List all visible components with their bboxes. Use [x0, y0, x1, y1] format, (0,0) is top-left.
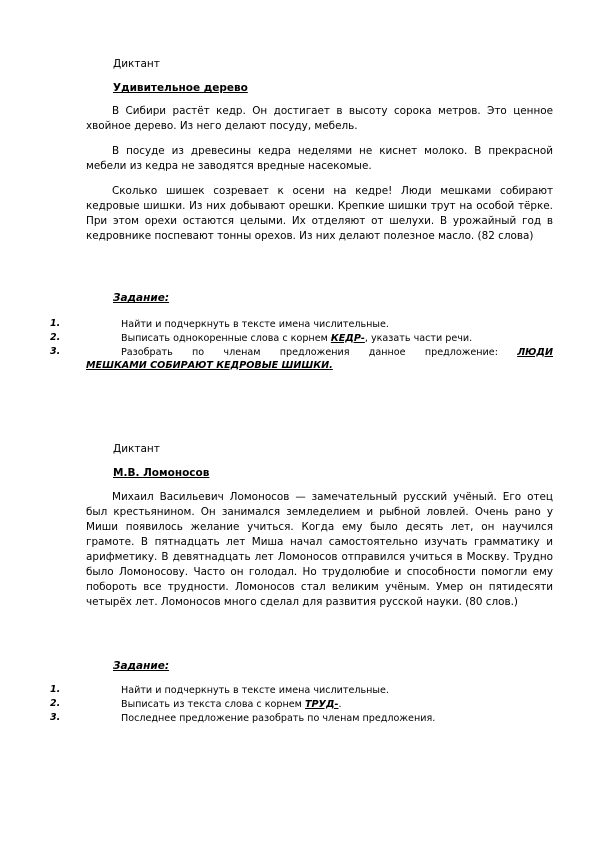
sentence-text: МЕШКАМИ СОБИРАЮТ КЕДРОВЫЕ ШИШКИ	[86, 360, 330, 371]
task-text: .	[338, 699, 342, 710]
root-word: ТРУД-	[304, 699, 339, 710]
dictation2-title: М.В. Ломоносов	[113, 467, 210, 479]
sentence-text: ЛЮДИ	[517, 347, 553, 358]
dictation1-paragraph-1: В Сибири растёт кедр. Он достигает в высоту сорока метров. Это ценное хвойное дерево. Из него делают посуду, мебель.	[86, 105, 553, 132]
dictation1-task-3: Разобрать по членам предложения данное предложение: ЛЮДИ МЕШКАМИ СОБИРАЮТ КЕДРОВЫЕ ШИШКИ.	[86, 347, 553, 371]
task-number: 1.	[50, 684, 61, 695]
dictation1-text	[86, 104, 553, 244]
dictation1-paragraph-3: Сколько шишек созревает к осени на кедре! Люди мешками собирают кедровые шишки. Из них добывают орешки. Крепкие шишки трут на особой тёрке. При этом орехи остаются целыми. Их отделяют от шелухи. В урожайный год в кедровнике поспевают тонны орехов. Из них делают полезное масло. (82 слова)	[86, 185, 553, 242]
task-text: Разобрать по членам предложения данное предложение:	[121, 347, 518, 358]
dictation2-paragraph: Михаил Васильевич Ломоносов — замечательный русский учёный. Его отец был крестьянином. Он занимался земледелием и рыбной ловлей. Очень рано у Миши появилось желание учиться. Когда ему было десять лет, он научился грамоте. В пятнадцать лет Миша начал самостоятельно изучать грамматику и арифметику. В девятнадцать лет Ломоносов отправился учиться в Москву. Трудно было Ломоносову. Часто он голодал. Но трудолюбие и способности помогли ему побороть все трудности. Ломоносов стал великим учёным. Умер он пятидесяти четырёх лет. Ломоносов много сделал для развития русской науки. (80 слов.)	[86, 491, 553, 608]
dictation2-task-3: Последнее предложение разобрать по членам предложения.	[121, 713, 436, 724]
dictation1-heading: Диктант	[113, 58, 160, 70]
task-number: 2.	[50, 698, 61, 709]
task-number: 1.	[50, 318, 61, 329]
task-number: 3.	[50, 346, 61, 357]
task-number: 2.	[50, 332, 61, 343]
dictation2-task-2	[121, 698, 342, 711]
task-text: Выписать однокоренные слова с корнем	[121, 333, 331, 344]
dictation1-task-2	[121, 332, 472, 345]
dictation2-text	[86, 490, 553, 610]
dictation2-task-heading: Задание:	[113, 660, 170, 672]
task-number: 3.	[50, 712, 61, 723]
dictation1-task-heading: Задание:	[113, 292, 170, 304]
dictation1-title: Удивительное дерево	[113, 82, 248, 94]
dictation2-task-1: Найти и подчеркнуть в тексте имена числительные.	[121, 685, 389, 696]
task-text: , указать части речи.	[364, 333, 473, 344]
task-text: Выписать из текста слова с корнем	[121, 699, 305, 710]
dictation2-heading: Диктант	[113, 443, 160, 455]
dictation1-paragraph-2: В посуде из древесины кедра неделями не киснет молоко. В прекрасной мебели из кедра не заводятся вредные насекомые.	[86, 145, 553, 172]
root-word: КЕДР-	[330, 333, 365, 344]
dictation1-task-1: Найти и подчеркнуть в тексте имена числительные.	[121, 319, 389, 330]
